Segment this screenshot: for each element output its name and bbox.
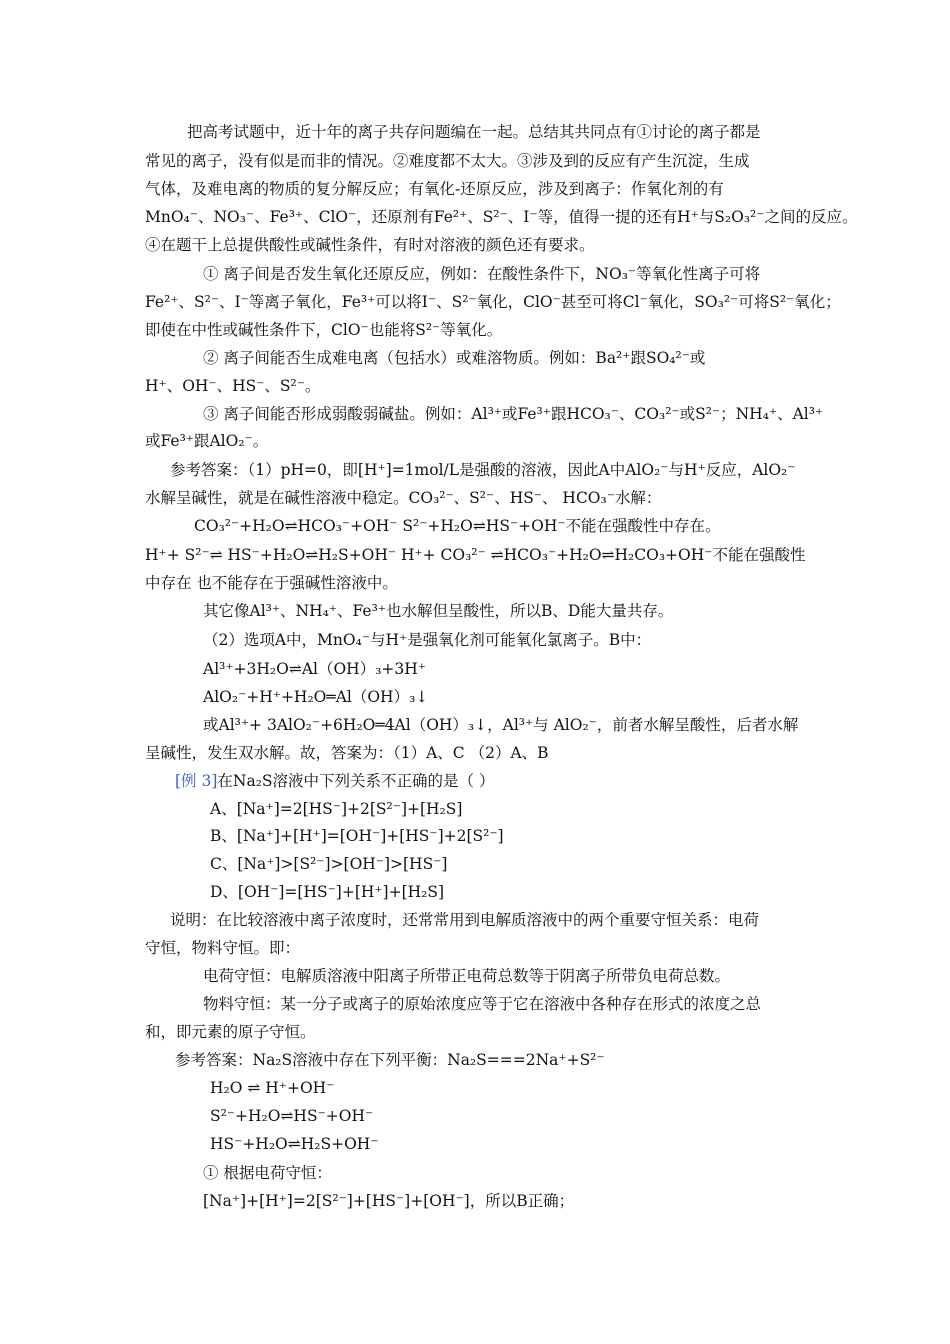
text-line: 即使在中性或碱性条件下，ClO⁻也能将S²⁻等氧化。 — [145, 321, 503, 339]
text-line: HS⁻+H₂O⇌H₂S+OH⁻ — [210, 1135, 379, 1153]
text-line: 参考答案：（1）pH=0，即[H⁺]=1mol/L是强酸的溶液，因此A中AlO₂⁻与H⁺反应，AlO₂⁻ — [170, 461, 796, 479]
text-line: 呈碱性，发生双水解。故，答案为：（1）A、C （2）A、B — [145, 744, 549, 762]
example-label: [例 3] — [175, 772, 218, 790]
text-line: Al³⁺+3H₂O⇌Al（OH）₃+3H⁺ — [203, 660, 426, 678]
text-line: AlO₂⁻+H⁺+H₂O═Al（OH）₃↓ — [203, 688, 429, 706]
text-line: ① 根据电荷守恒： — [203, 1164, 332, 1182]
text-line: [Na⁺]+[H⁺]=2[S²⁻]+[HS⁻]+[OH⁻]，所以B正确； — [203, 1192, 575, 1210]
text-line: 说明：在比较溶液中离子浓度时，还常常用到电解质溶液中的两个重要守恒关系：电荷 — [170, 911, 760, 929]
text-line: 常见的离子，没有似是而非的情况。②难度都不太大。③涉及到的反应有产生沉淀，生成 — [145, 152, 750, 170]
example-line — [175, 771, 494, 791]
text-line: B、[Na⁺]+[H⁺]=[OH⁻]+[HS⁻]+2[S²⁻] — [210, 827, 504, 845]
text-line: 物料守恒：某一分子或离子的原始浓度应等于它在溶液中各种存在形式的浓度之总 — [203, 995, 762, 1013]
text-line: S²⁻+H₂O⇌HS⁻+OH⁻ — [210, 1107, 374, 1125]
text-line: Fe²⁺、S²⁻、I⁻等离子氧化，Fe³⁺可以将I⁻、S²⁻氧化，ClO⁻甚至可将Cl⁻氧化，SO₃²⁻可将S²⁻氧化； — [145, 293, 841, 311]
text-line: ③ 离子间能否形成弱酸弱碱盐。例如：Al³⁺或Fe³⁺跟HCO₃⁻、CO₃²⁻或S²⁻；NH₄⁺、Al³⁺ — [203, 405, 824, 423]
text-line: 中存在 也不能存在于强碱性溶液中。 — [145, 574, 398, 592]
text-line: 电荷守恒：电解质溶液中阳离子所带正电荷总数等于阴离子所带负电荷总数。 — [203, 967, 731, 985]
text-line: 或Fe³⁺跟AlO₂⁻。 — [145, 432, 269, 450]
example-text: 在Na₂S溶液中下列关系不正确的是（ ） — [217, 772, 495, 790]
text-line: 水解呈碱性，就是在碱性溶液中稳定。CO₃²⁻、S²⁻、HS⁻、 HCO₃⁻水解： — [145, 489, 662, 507]
text-line: ① 离子间是否发生氧化还原反应，例如：在酸性条件下，NO₃⁻等氧化性离子可将 — [203, 265, 761, 283]
text-line: D、[OH⁻]=[HS⁻]+[H⁺]+[H₂S] — [210, 883, 445, 901]
text-line: A、[Na⁺]=2[HS⁻]+2[S²⁻]+[H₂S] — [210, 800, 463, 818]
text-line: 和，即元素的原子守恒。 — [145, 1023, 316, 1041]
text-line: 或Al³⁺+ 3AlO₂⁻+6H₂O═4Al（OH）₃↓，Al³⁺与 AlO₂⁻，前者水解呈酸性，后者水解 — [203, 716, 799, 734]
text-line: 其它像Al³⁺、NH₄⁺、Fe³⁺也水解但呈酸性，所以B、D能大量共存。 — [203, 602, 674, 620]
text-line: MnO₄⁻、NO₃⁻、Fe³⁺、ClO⁻，还原剂有Fe²⁺、S²⁻、I⁻等，值得一提的还有H⁺与S₂O₃²⁻之间的反应。 — [145, 208, 858, 226]
text-line: ④在题干上总提供酸性或碱性条件，有时对溶液的颜色还有要求。 — [145, 236, 595, 254]
text-line: 把高考试题中，近十年的离子共存问题编在一起。总结其共同点有①讨论的离子都是 — [187, 123, 761, 141]
text-line: C、[Na⁺]>[S²⁻]>[OH⁻]>[HS⁻] — [210, 855, 448, 873]
text-line: （2）选项A中，MnO₄⁻与H⁺是强氧化剂可能氧化氯离子。B中： — [203, 631, 652, 649]
text-line: H⁺、OH⁻、HS⁻、S²⁻。 — [145, 377, 321, 395]
text-line: CO₃²⁻+H₂O⇌HCO₃⁻+OH⁻ S²⁻+H₂O⇌HS⁻+OH⁻不能在强酸性中存在。 — [194, 517, 721, 535]
text-line: ② 离子间能否生成难电离（包括水）或难溶物质。例如：Ba²⁺跟SO₄²⁻或 — [203, 349, 706, 367]
text-line: H⁺+ S²⁻⇌ HS⁻+H₂O⇌H₂S+OH⁻ H⁺+ CO₃²⁻ ⇌HCO₃⁻+H₂O⇌H₂CO₃+OH⁻不能在强酸性 — [145, 546, 806, 564]
text-line: 参考答案：Na₂S溶液中存在下列平衡：Na₂S===2Na⁺+S²⁻ — [175, 1051, 605, 1069]
text-line: 守恒，物料守恒。即： — [145, 939, 301, 957]
text-line: 气体，及难电离的物质的复分解反应；有氧化-还原反应，涉及到离子：作氧化剂的有 — [145, 180, 724, 198]
text-line: H₂O ⇌ H⁺+OH⁻ — [210, 1079, 335, 1097]
